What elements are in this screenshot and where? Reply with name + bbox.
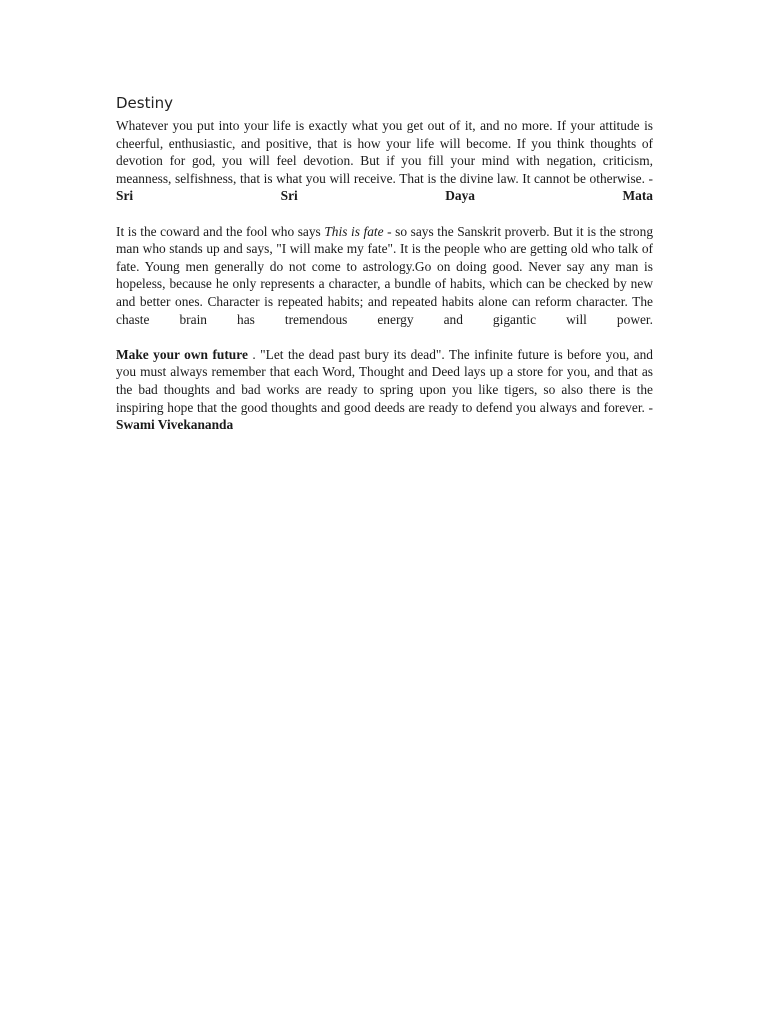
paragraph-daya-mata-quote <box>116 117 653 205</box>
quote-lead: Make your own future <box>116 346 248 362</box>
document-page <box>116 93 653 451</box>
quote-italic-phrase: This is fate <box>324 223 384 239</box>
paragraph-fate-quote <box>116 223 653 329</box>
quote-text: . "Let the dead past bury its dead". The infinite future is before you, and you must always remember that each Word, Thought and Deed lays up a store for you, and that as the bad thoughts and bad works are ready to spring upon you like tigers, so also there is the inspiring hope that the good thoughts and good deeds are ready to defend you always and forever. - <box>116 346 654 415</box>
quote-text: Whatever you put into your life is exactly what you get out of it, and no more. If your attitude is cheerful, enthusiastic, and positive, that is how your life will become. If you think thoughts of devotion for god, you will feel devotion. But if you fill your mind with negation, criticism, meanness, selfishness, that is what you will receive. That is the divine law. It cannot be otherwise. - <box>116 118 653 186</box>
quote-author: Swami Vivekananda <box>116 417 234 433</box>
quote-text-after: - so says the Sanskrit proverb. But it is the strong man who stands up and says, "I will make my fate". It is the people who are getting old who talk of fate. Young men generally do not come to astrology.Go on doing good. Never say any man is hopeless, because he only represents a character, a bundle of habits, which can be checked by new and better ones. Character is repeated habits; and repeated habits alone can reform character. The chaste brain has tremendous energy and gigantic will power. <box>116 223 654 327</box>
quote-author: Sri Sri Daya Mata <box>116 188 653 204</box>
paragraph-vivekananda-quote <box>116 346 653 434</box>
document-title: Destiny <box>116 94 174 112</box>
quote-text-before: It is the coward and the fool who says <box>116 223 321 239</box>
